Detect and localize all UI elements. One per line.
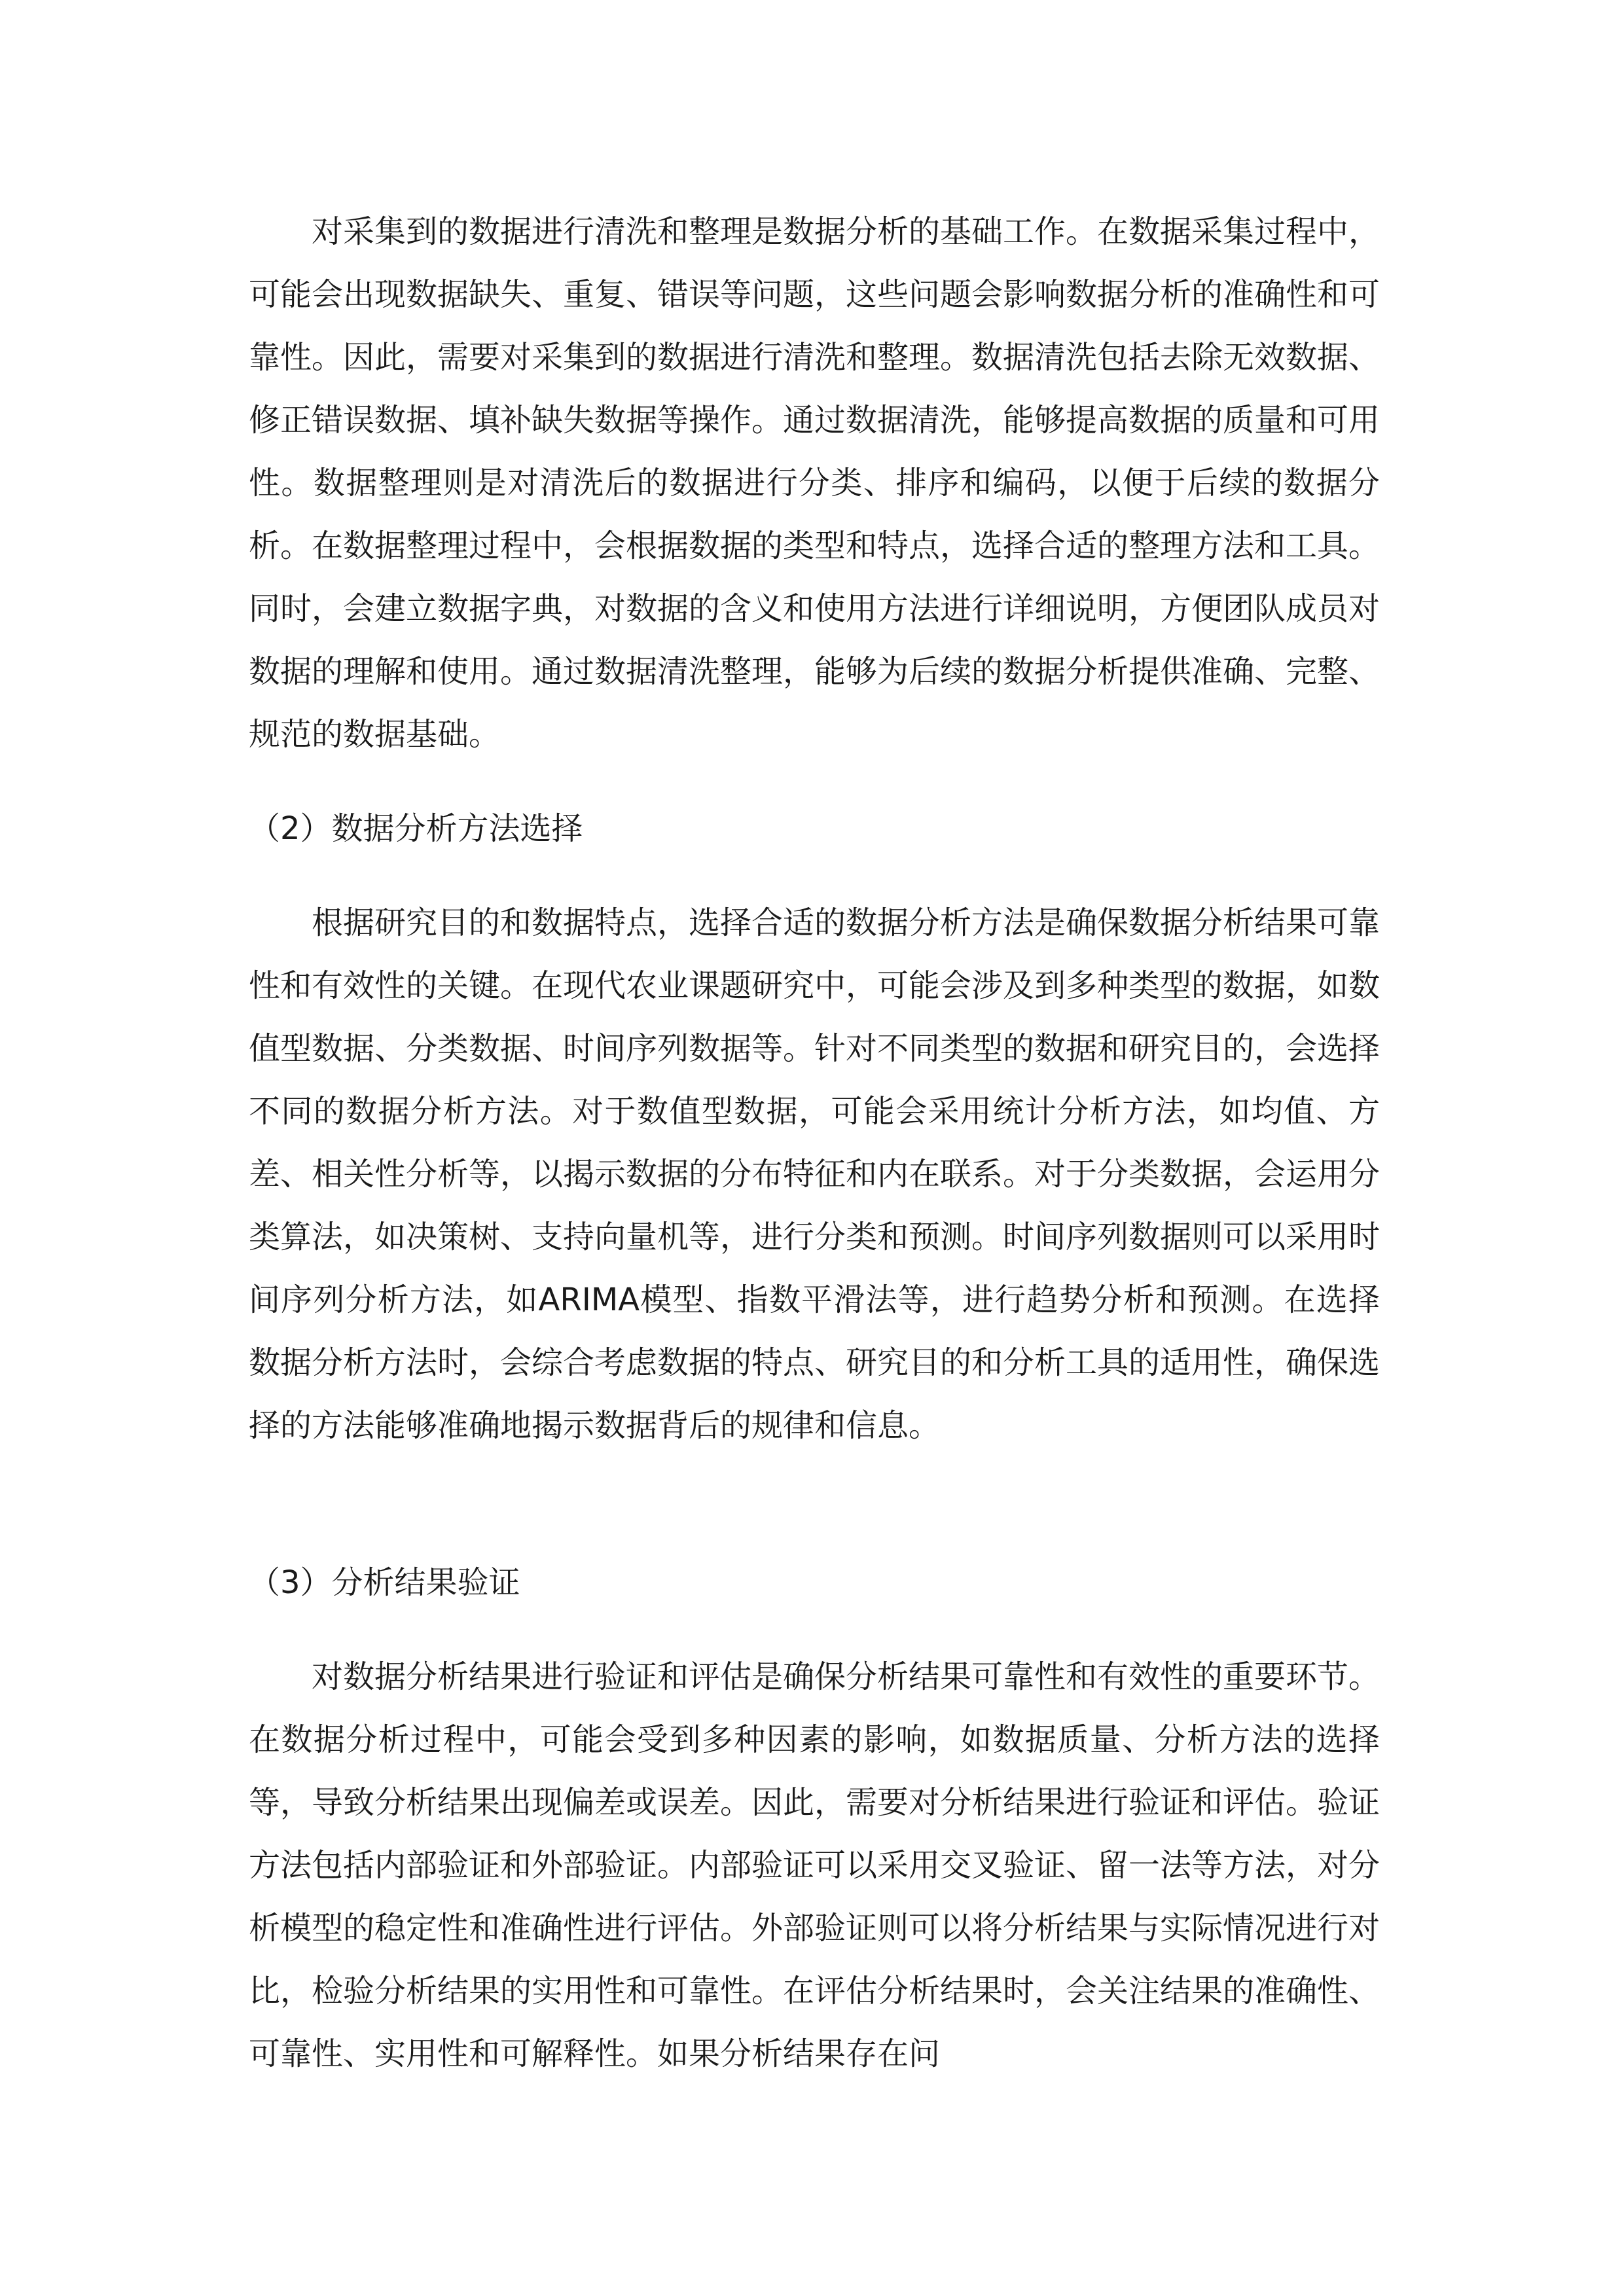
paragraph-data-cleaning: 对采集到的数据进行清洗和整理是数据分析的基础工作。在数据采集过程中，可能会出现数据缺失、重复、错误等问题，这些问题会影响数据分析的准确性和可靠性。因此，需要对采集到的数据进行清洗和整理。数据清洗包括去除无效数据、修正错误数据、填补缺失数据等操作。通过数据清洗，能够提高数据的质量和可用性。数据整理则是对清洗后的数据进行分类、排序和编码，以便于后续的数据分析。在数据整理过程中，会根据数据的类型和特点，选择合适的整理方法和工具。同时，会建立数据字典，对数据的含义和使用方法进行详细说明，方便团队成员对数据的理解和使用。通过数据清洗整理，能够为后续的数据分析提供准确、完整、规范的数据基础。 [249,213,1380,753]
paragraph-method-selection: 根据研究目的和数据特点，选择合适的数据分析方法是确保数据分析结果可靠性和有效性的关键。在现代农业课题研究中，可能会涉及到多种类型的数据，如数值型数据、分类数据、时间序列数据等。针对不同类型的数据和研究目的，会选择不同的数据分析方法。对于数值型数据，可能会采用统计分析方法，如均值、方差、相关性分析等，以揭示数据的分布特征和内在联系。对于分类数据，会运用分类算法，如决策树、支持向量机等，进行分类和预测。时间序列数据则可以采用时间序列分析方法，如ARIMA模型、指数平滑法等，进行趋势分析和预测。在选择数据分析方法时，会综合考虑数据的特点、研究目的和分析工具的适用性，确保选择的方法能够准确地揭示数据背后的规律和信息。 [249,905,1380,1444]
section-heading-result-validation: （3）分析结果验证 [249,1564,520,1601]
section-heading-method-selection: （2）数据分析方法选择 [249,810,583,847]
paragraph-result-validation: 对数据分析结果进行验证和评估是确保分析结果可靠性和有效性的重要环节。在数据分析过程中，可能会受到多种因素的影响，如数据质量、分析方法的选择等，导致分析结果出现偏差或误差。因此，需要对分析结果进行验证和评估。验证方法包括内部验证和外部验证。内部验证可以采用交叉验证、留一法等方法，对分析模型的稳定性和准确性进行评估。外部验证则可以将分析结果与实际情况进行对比，检验分析结果的实用性和可靠性。在评估分析结果时，会关注结果的准确性、可靠性、实用性和可解释性。如果分析结果存在问 [249,1659,1380,2072]
document-body [249,200,1380,2148]
